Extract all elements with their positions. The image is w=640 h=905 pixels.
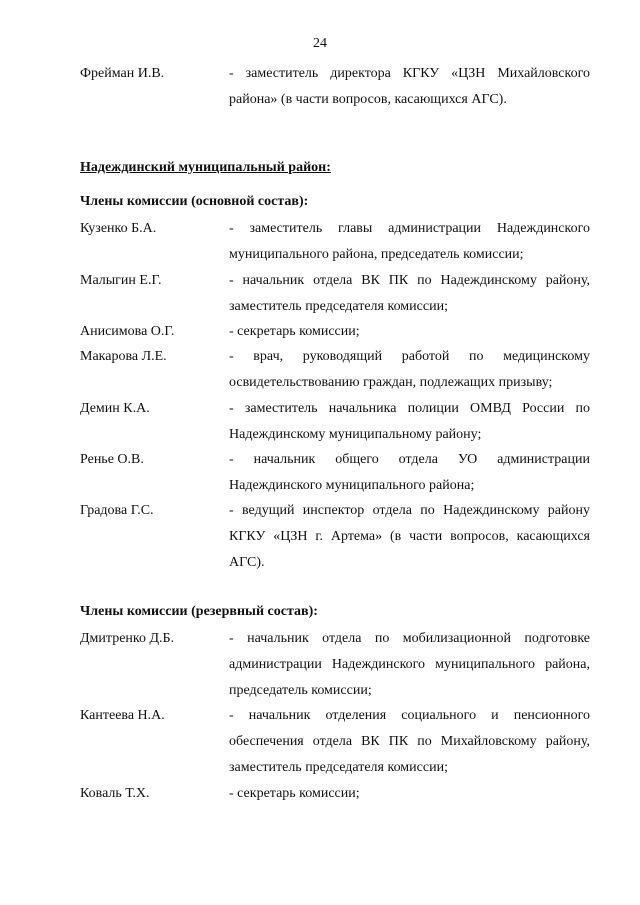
member-role: - начальник отделения социального и пенсионного обеспечения отдела ВК ПК по Михайловскому району, заместитель председателя комиссии; bbox=[229, 708, 590, 775]
member-name: Фрейман И.В. bbox=[80, 66, 165, 81]
member-entry-main-3 bbox=[80, 344, 590, 396]
member-role: - заместитель главы администрации Надеждинского муниципального района, председатель комиссии; bbox=[229, 221, 590, 262]
member-entry-reserve-0 bbox=[80, 626, 590, 704]
member-name: Малыгин Е.Г. bbox=[80, 273, 162, 288]
member-entry-main-5 bbox=[80, 447, 590, 499]
member-role: - секретарь комиссии; bbox=[229, 786, 360, 801]
member-role: - начальник отдела ВК ПК по Надеждинскому району, заместитель председателя комиссии; bbox=[229, 273, 590, 314]
member-role: - заместитель директора КГКУ «ЦЗН Михайловского района» (в части вопросов, касающихся АГС). bbox=[229, 66, 590, 107]
member-name: Демин К.А. bbox=[80, 401, 150, 416]
member-name: Кузенко Б.А. bbox=[80, 221, 157, 236]
member-role: - секретарь комиссии; bbox=[229, 324, 360, 339]
section-heading: Надеждинский муниципальный район: bbox=[80, 160, 331, 175]
member-role: - заместитель начальника полиции ОМВД России по Надеждинскому муниципальному району; bbox=[229, 401, 590, 442]
member-role: - ведущий инспектор отдела по Надеждинскому району КГКУ «ЦЗН г. Артема» (в части вопросов, касающихся АГС). bbox=[229, 503, 590, 570]
member-entry-top-0 bbox=[80, 61, 590, 113]
member-role: - врач, руководящий работой по медицинскому освидетельствованию граждан, подлежащих призыву; bbox=[229, 349, 590, 390]
member-entry-main-2 bbox=[80, 319, 590, 345]
reserve-composition-heading: Члены комиссии (резервный состав): bbox=[80, 604, 318, 619]
member-entry-reserve-1 bbox=[80, 703, 590, 781]
member-role: - начальник отдела по мобилизационной подготовке администрации Надеждинского муниципального района, председатель комиссии; bbox=[229, 631, 590, 698]
page-number: 24 bbox=[313, 36, 327, 51]
member-name: Макарова Л.Е. bbox=[80, 349, 167, 364]
member-name: Ренье О.В. bbox=[80, 452, 144, 467]
member-name: Коваль Т.Х. bbox=[80, 786, 150, 801]
main-composition-heading: Члены комиссии (основной состав): bbox=[80, 194, 309, 209]
member-name: Кантеева Н.А. bbox=[80, 708, 165, 723]
member-entry-main-4 bbox=[80, 396, 590, 448]
member-name: Анисимова О.Г. bbox=[80, 324, 175, 339]
member-entry-reserve-2 bbox=[80, 781, 590, 807]
member-role: - начальник общего отдела УО администрации Надеждинского муниципального района; bbox=[229, 452, 590, 493]
member-entry-main-1 bbox=[80, 268, 590, 320]
member-entry-main-6 bbox=[80, 498, 590, 576]
member-name: Градова Г.С. bbox=[80, 503, 154, 518]
member-name: Дмитренко Д.Б. bbox=[80, 631, 175, 646]
member-entry-main-0 bbox=[80, 216, 590, 268]
